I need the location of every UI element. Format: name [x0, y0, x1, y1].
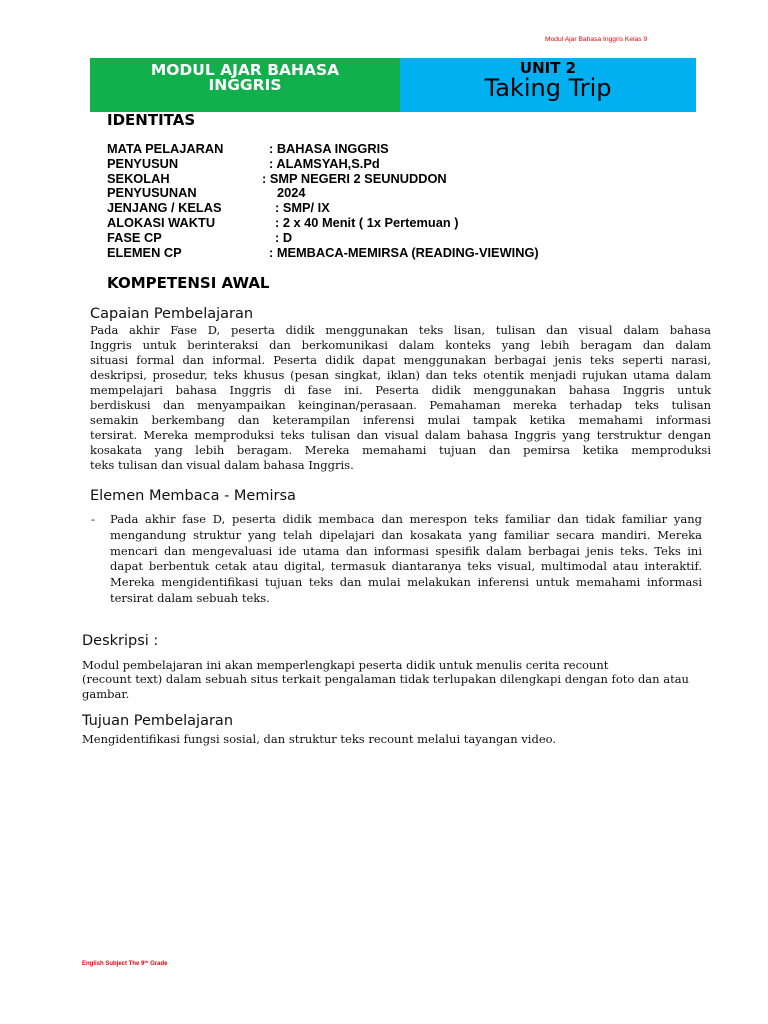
identitas-table: [107, 142, 627, 260]
elemen-heading: Elemen Membaca - Memirsa: [90, 488, 296, 504]
module-title-line-1: MODUL AJAR BAHASA: [150, 61, 340, 79]
identitas-value: : ALAMSYAH,S.Pd: [269, 155, 380, 171]
paragraph-line: Mereka mengidentifikasi tujuan teks dan mulai melakukan inferensi untuk memahami informasi: [110, 575, 702, 590]
identitas-value: : MEMBACA-MEMIRSA (READING-VIEWING): [269, 244, 539, 260]
identitas-value: : BAHASA INGGRIS: [269, 141, 389, 156]
paragraph-line: semakin berkembang dan keterampilan inferensi mulai tampak ketika memahami informasi: [90, 413, 711, 428]
paragraph-line: berdiskusi dan menyampaikan keinginan/perasaan. Pemahaman mereka terhadap teks tulisan: [90, 397, 711, 412]
page-footer: [82, 960, 167, 968]
identitas-row: [107, 172, 627, 187]
paragraph-line: Modul pembelajaran ini akan memperlengkapi peserta didik untuk menulis cerita recount: [82, 657, 609, 672]
paragraph-line: (recount text) dalam sebuah situs terkait pengalaman tidak terlupakan dilengkapi dengan foto dan atau: [82, 672, 689, 687]
tujuan-text: Mengidentifikasi fungsi sosial, dan struktur teks recount melalui tayangan video.: [82, 731, 557, 746]
identitas-value: : SMP/ IX: [275, 200, 330, 216]
module-title-line-2: INGGRIS: [208, 76, 282, 94]
identitas-label: PENYUSUNAN: [107, 185, 197, 201]
identitas-row: [107, 246, 627, 261]
identitas-row: [107, 231, 627, 246]
identitas-label: PENYUSUN: [107, 155, 179, 171]
identitas-label: ALOKASI WAKTU: [107, 214, 216, 230]
unit-number: UNIT 2: [519, 59, 577, 77]
paragraph-line: gambar.: [82, 686, 130, 701]
paragraph-line: tersirat dalam sebuah teks.: [110, 590, 270, 605]
paragraph-line: dapat berbentuk cetak atau digital, termasuk diantaranya teks visual, multimodal atau interaktif.: [110, 559, 702, 574]
identitas-label: MATA PELAJARAN: [107, 141, 224, 156]
capaian-heading: Capaian Pembelajaran: [90, 306, 254, 322]
footer-superscript: th: [144, 959, 149, 964]
kompetensi-awal-heading: KOMPETENSI AWAL: [107, 274, 270, 292]
capaian-paragraph: [90, 323, 711, 474]
paragraph-line: mencari dan mengevaluasi ide utama dan informasi spesifik dalam berbagai jenis teks. Teks ini: [110, 543, 702, 558]
identitas-label: ELEMEN CP: [107, 244, 182, 260]
identitas-row: [107, 186, 627, 201]
paragraph-line: tersirat. Mereka memproduksi teks tulisan dan visual dalam bahasa Inggris yang terstruktur dengan: [90, 428, 711, 443]
unit-box: [400, 58, 696, 112]
identitas-value: : D: [275, 229, 293, 245]
elemen-list-item: [110, 512, 702, 607]
footer-text-end: Grade: [150, 961, 168, 967]
identitas-row: [107, 142, 627, 157]
paragraph-line: kosakata yang lebih beragam. Mereka memahami tujuan dan pemirsa ketika memproduksi: [90, 443, 711, 458]
list-bullet: -: [91, 512, 95, 526]
identitas-value: : 2 x 40 Menit ( 1x Pertemuan ): [275, 214, 459, 230]
footer-text: English Subject The 9: [82, 961, 145, 967]
paragraph-line: situasi formal dan informal. Peserta didik dapat menggunakan berbagai jenis teks seperti narasi,: [90, 352, 711, 367]
paragraph-line: Pada akhir Fase D, peserta didik menggunakan teks lisan, tulisan dan visual dalam bahasa: [90, 322, 711, 337]
paragraph-line: mengandung struktur yang telah dipelajari dan kosakata yang familiar secara mandiri. Mereka: [110, 527, 702, 542]
running-header: Modul Ajar Bahasa Inggris Kelas 9: [545, 36, 648, 43]
identitas-value: : SMP NEGERI 2 SEUNUDDON: [262, 170, 447, 186]
deskripsi-paragraph: [82, 658, 689, 702]
paragraph-line: deskripsi, prosedur, teks khusus (pesan singkat, iklan) dan teks otentik menjadi rujukan utama dalam: [90, 367, 711, 382]
identitas-label: SEKOLAH: [107, 170, 170, 186]
identitas-row: [107, 157, 627, 172]
deskripsi-heading: Deskripsi :: [82, 633, 159, 649]
tujuan-heading: Tujuan Pembelajaran: [82, 713, 234, 729]
paragraph-line: Pada akhir fase D, peserta didik membaca dan merespon teks familiar dan tidak familiar yang: [110, 512, 702, 526]
identitas-value: 2024: [277, 185, 306, 201]
paragraph-line: Inggris untuk berinteraksi dan berkomunikasi dalam konteks yang lebih beragam dan dalam: [90, 337, 711, 352]
identitas-label: JENJANG / KELAS: [107, 200, 222, 216]
identitas-label: FASE CP: [107, 229, 162, 245]
title-banner: [90, 58, 696, 112]
identitas-heading: IDENTITAS: [107, 111, 196, 129]
unit-title: Taking Trip: [484, 74, 612, 102]
paragraph-line: mempelajari bahasa Inggris di fase ini. Peserta didik menggunakan bahasa Inggris untuk: [90, 382, 711, 397]
identitas-row: [107, 216, 627, 231]
module-title-box: [90, 58, 400, 112]
identitas-row: [107, 201, 627, 216]
paragraph-line: teks tulisan dan visual dalam bahasa Inggris.: [90, 458, 354, 473]
